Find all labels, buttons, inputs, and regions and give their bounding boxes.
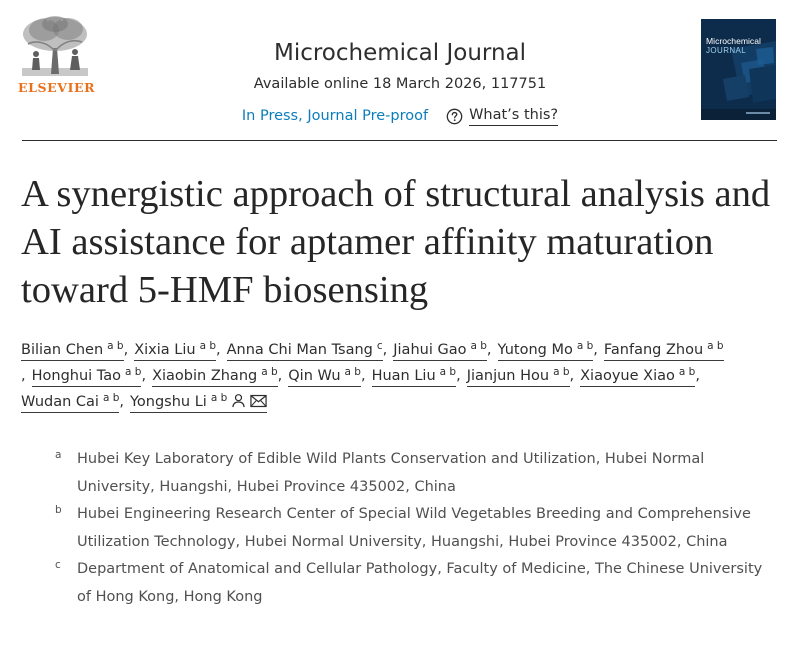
- author-link[interactable]: Jianjun Hou $^{a b}$: [467, 366, 570, 387]
- author-link[interactable]: Bilian Chen $^{a b}$: [21, 340, 124, 361]
- availability-date: Available online 18 March 2026, 117751: [253, 76, 547, 92]
- envelope-icon: [250, 394, 267, 408]
- corresponding-author-link[interactable]: Yongshu Li $^{a b}$: [130, 391, 267, 413]
- author-link[interactable]: Qin Wu $^{a b}$: [288, 366, 361, 387]
- author-link[interactable]: Jiahui Gao $^{a b}$: [393, 340, 487, 361]
- article-title: A synergistic approach of structural analysis and AI assistance for aptamer affinity maturation toward 5-HMF biosensing: [21, 173, 771, 311]
- author-link[interactable]: Honghui Tao $^{a b}$: [32, 366, 142, 387]
- whats-this-button[interactable]: [446, 106, 558, 126]
- affiliation-text: Hubei Engineering Research Center of Special Wild Vegetables Breeding and Comprehensive Utilization Technology, Hubei Normal University, Huangshi, Hubei Province 435002, China: [77, 506, 751, 550]
- publisher-logo[interactable]: [18, 14, 96, 96]
- article-status-row: [200, 106, 600, 126]
- header-divider: [22, 140, 777, 141]
- author-line: , Honghui Tao $^{a b}$ , Xiaobin Zhang $^{a b}$ , Qin Wu $^{a b}$ , Huan Liu $^{a b}$ , Jianjun Hou $^{a b}$ , Xiaoyue Xiao $^{a b}$ ,: [21, 363, 781, 389]
- author-icons: [231, 393, 267, 408]
- publisher-name: ELSEVIER: [18, 80, 96, 95]
- author-link[interactable]: Huan Liu $^{a b}$: [372, 366, 457, 387]
- author-link[interactable]: Yutong Mo $^{a b}$: [498, 340, 594, 361]
- author-list: [21, 337, 781, 415]
- affiliation-item: [55, 446, 775, 501]
- journal-cover-image[interactable]: [701, 19, 776, 120]
- question-circle-icon: [446, 108, 463, 125]
- affiliation-text: Hubei Key Laboratory of Edible Wild Plants Conservation and Utilization, Hubei Normal University, Huangshi, Hubei Province 435002, China: [77, 451, 705, 495]
- author-link[interactable]: Wudan Cai $^{a b}$: [21, 392, 119, 413]
- author-line: Bilian Chen $^{a b}$ , Xixia Liu $^{a b}$ , Anna Chi Man Tsang $^c$ , Jiahui Gao $^{a b}$ , Yutong Mo $^{a b}$ , Fanfang Zhou $^{a b}$: [21, 337, 781, 363]
- author-link[interactable]: Xixia Liu $^{a b}$: [134, 340, 216, 361]
- article-header: [0, 0, 799, 141]
- affiliation-mark: a: [55, 449, 62, 461]
- author-link[interactable]: Xiaoyue Xiao $^{a b}$: [580, 366, 695, 387]
- affiliation-item: [55, 556, 775, 611]
- cover-artwork: [701, 19, 776, 120]
- author-link[interactable]: Xiaobin Zhang $^{a b}$: [152, 366, 278, 387]
- journal-info: [200, 38, 600, 126]
- elsevier-tree-logo-icon: [18, 14, 92, 78]
- author-link[interactable]: Anna Chi Man Tsang $^c$: [227, 340, 383, 361]
- affiliation-item: [55, 501, 775, 556]
- affiliation-mark: b: [55, 504, 62, 516]
- whats-this-label: What’s this?: [469, 106, 558, 126]
- person-icon: [231, 393, 246, 408]
- cover-title: Microchemical JOURNAL: [706, 36, 761, 55]
- author-line: Wudan Cai $^{a b}$ , Yongshu Li $^{a b}$: [21, 389, 781, 415]
- author-link[interactable]: Fanfang Zhou $^{a b}$: [604, 340, 724, 361]
- affiliation-list: [55, 446, 775, 611]
- journal-title[interactable]: Microchemical Journal: [273, 40, 527, 66]
- affiliation-mark: c: [55, 559, 61, 571]
- in-press-link[interactable]: In Press, Journal Pre-proof: [241, 108, 429, 124]
- affiliation-text: Department of Anatomical and Cellular Pathology, Faculty of Medicine, The Chinese University of Hong Kong, Hong Kong: [77, 561, 763, 605]
